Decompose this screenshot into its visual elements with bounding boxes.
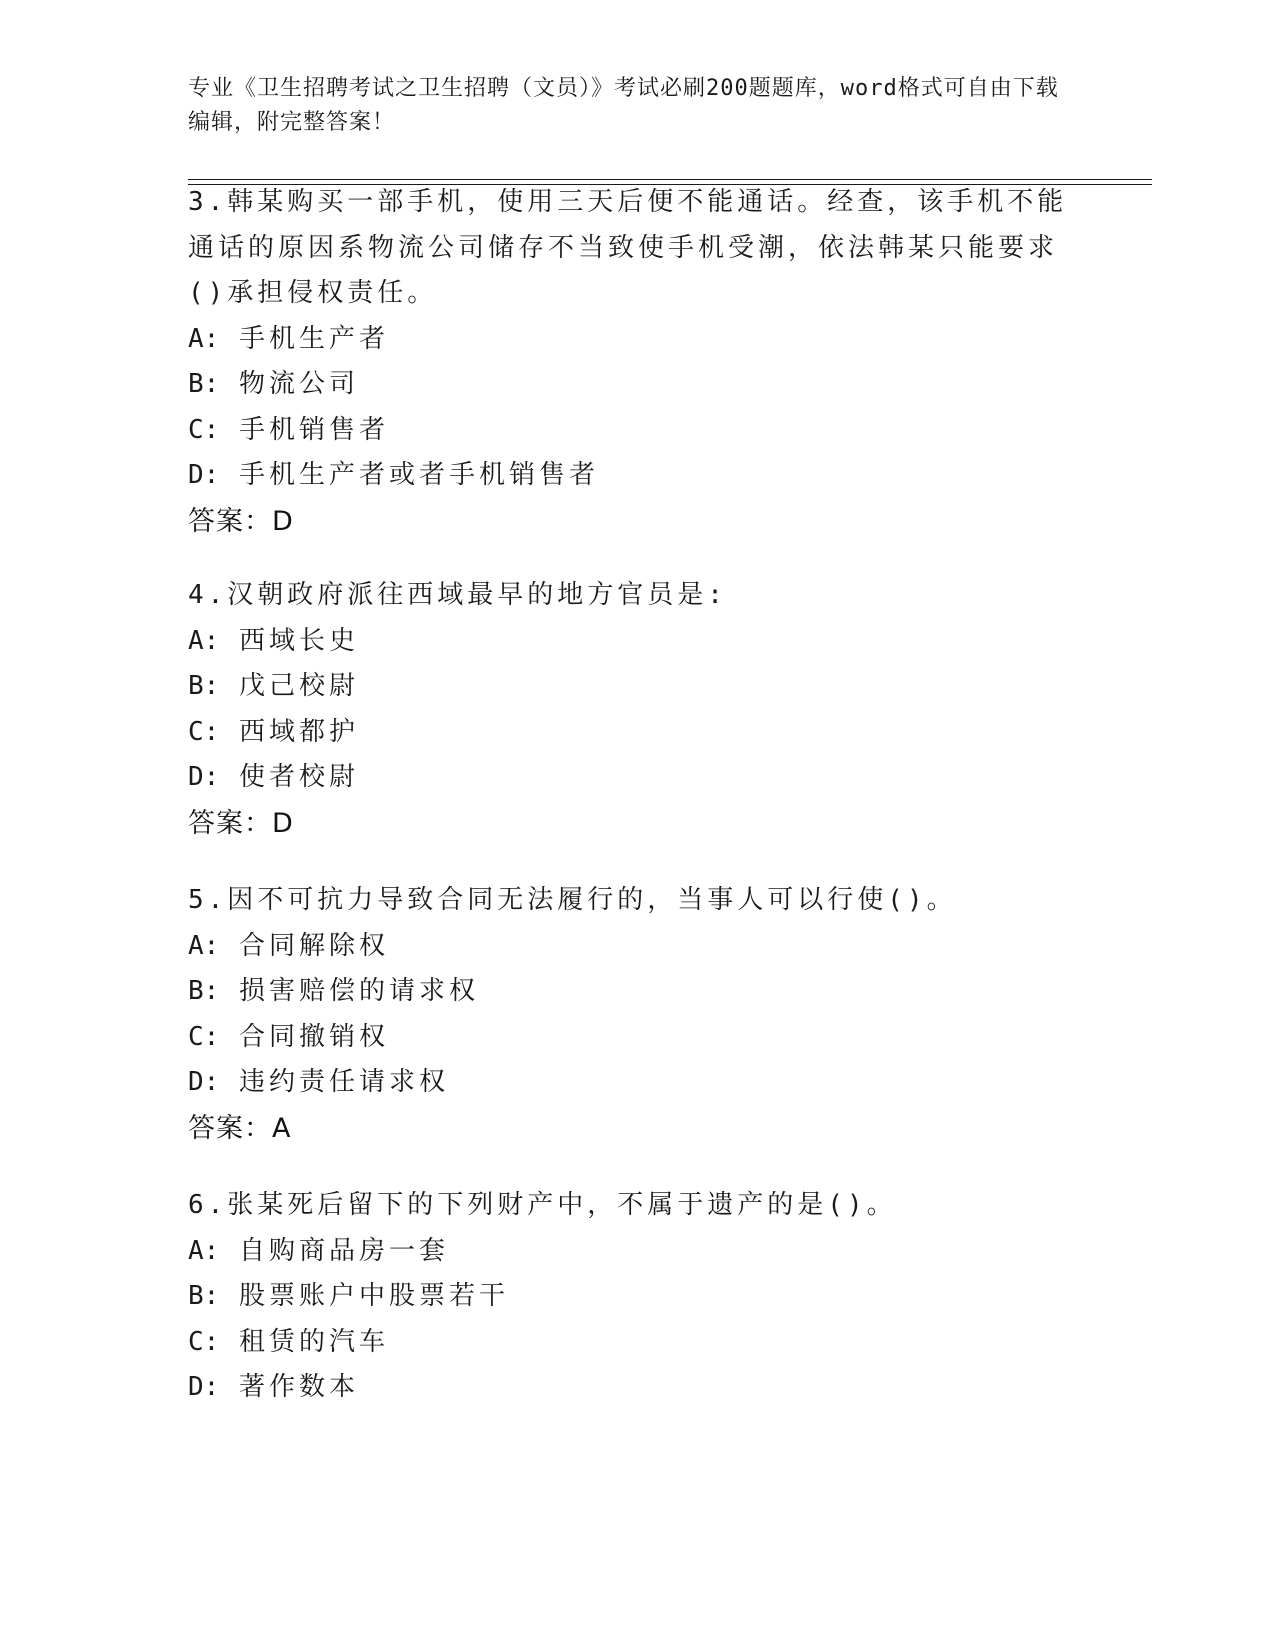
question-stem: 4.汉朝政府派往西域最早的地方官员是: xyxy=(188,580,727,610)
option-letter: C: xyxy=(188,414,220,445)
option-letter: D: xyxy=(188,1372,220,1402)
answer-line: 答案：D xyxy=(188,505,294,537)
option-letter: A: xyxy=(188,323,220,354)
option-letter: C: xyxy=(188,1326,220,1357)
option-letter: B: xyxy=(188,976,220,1006)
option-c xyxy=(188,710,1068,756)
answer-line: 答案：D xyxy=(188,807,294,839)
option-text: 手机生产者或者手机销售者 xyxy=(238,460,599,490)
option-letter: C: xyxy=(188,1021,220,1052)
option-d xyxy=(188,1365,1068,1411)
option-text: 合同撤销权 xyxy=(238,1021,389,1052)
question-stem: 3.韩某购买一部手机，使用三天后便不能通话。经查，该手机不能通话的原因系物流公司储存不当致使手机受潮，依法韩某只能要求()承担侵权责任。 xyxy=(188,187,1068,308)
option-b xyxy=(188,362,1068,408)
answer-line: 答案：A xyxy=(188,1112,292,1144)
option-text: 损害赔偿的请求权 xyxy=(238,976,479,1006)
option-c xyxy=(188,1015,1068,1061)
option-text: 手机销售者 xyxy=(238,414,389,445)
option-letter: D: xyxy=(188,460,220,490)
question-stem: 5.因不可抗力导致合同无法履行的，当事人可以行使()。 xyxy=(188,885,957,915)
option-letter: B: xyxy=(188,369,220,399)
question-3 xyxy=(188,180,1068,544)
question-stem: 6.张某死后留下的下列财产中，不属于遗产的是()。 xyxy=(188,1190,897,1220)
option-text: 西域长史 xyxy=(238,625,359,656)
option-a xyxy=(188,1229,1068,1275)
option-letter: D: xyxy=(188,1067,220,1097)
option-letter: B: xyxy=(188,671,220,701)
option-text: 戊己校尉 xyxy=(238,671,359,701)
option-letter: B: xyxy=(188,1281,220,1311)
option-letter: A: xyxy=(188,625,220,656)
option-text: 著作数本 xyxy=(238,1372,359,1402)
document-header: 专业《卫生招聘考试之卫生招聘（文员）》考试必刷200题题库，word格式可自由下载编辑，附完整答案！ xyxy=(188,76,1059,135)
option-text: 西域都护 xyxy=(238,716,359,747)
option-d xyxy=(188,755,1068,801)
option-b xyxy=(188,664,1068,710)
question-6 xyxy=(188,1183,1068,1411)
option-text: 合同解除权 xyxy=(238,930,389,961)
option-text: 物流公司 xyxy=(238,369,359,399)
option-letter: C: xyxy=(188,716,220,747)
option-a xyxy=(188,317,1068,363)
option-c xyxy=(188,408,1068,454)
option-b xyxy=(188,969,1068,1015)
option-a xyxy=(188,924,1068,970)
option-text: 租赁的汽车 xyxy=(238,1326,389,1357)
option-text: 使者校尉 xyxy=(238,762,359,792)
option-d xyxy=(188,453,1068,499)
option-c xyxy=(188,1320,1068,1366)
option-letter: A: xyxy=(188,1235,220,1266)
option-text: 违约责任请求权 xyxy=(238,1067,449,1097)
question-5 xyxy=(188,878,1068,1151)
option-letter: D: xyxy=(188,762,220,792)
option-text: 手机生产者 xyxy=(238,323,389,354)
option-text: 自购商品房一套 xyxy=(238,1235,449,1266)
option-text: 股票账户中股票若干 xyxy=(238,1281,509,1311)
question-4 xyxy=(188,573,1068,846)
option-b xyxy=(188,1274,1068,1320)
option-letter: A: xyxy=(188,930,220,961)
option-a xyxy=(188,619,1068,665)
option-d xyxy=(188,1060,1068,1106)
